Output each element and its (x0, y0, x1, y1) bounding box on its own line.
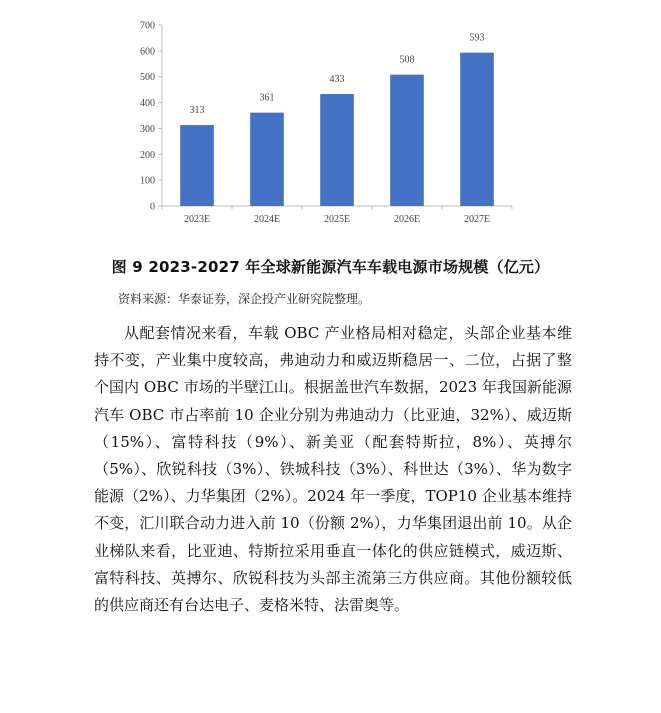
bar-2025E (320, 94, 354, 206)
y-axis (140, 21, 162, 213)
x-tick-label-2023E: 2023E (183, 214, 211, 225)
bar-2024E (250, 113, 284, 206)
bar-chart (0, 0, 661, 240)
bar-2023E (180, 125, 214, 206)
x-axis (162, 206, 512, 225)
bar-series (180, 33, 494, 206)
x-tick-label-2027E: 2027E (463, 214, 491, 225)
data-label-2026E: 508 (399, 54, 415, 66)
y-tick-label: 300 (140, 123, 155, 135)
data-label-2023E: 313 (189, 105, 205, 117)
y-tick-label: 700 (140, 20, 155, 32)
x-tick-label-2026E: 2026E (393, 214, 421, 225)
y-tick-label: 500 (140, 72, 155, 84)
x-tick-label-2024E: 2024E (253, 214, 281, 225)
y-tick-label: 200 (140, 149, 155, 161)
source-note: 资料来源：华泰证券，深企投产业研究院整理。 (118, 292, 371, 306)
y-tick-label: 100 (140, 175, 155, 187)
figure-caption: 图 9 2023-2027 年全球新能源汽车车载电源市场规模（亿元） (111, 258, 550, 276)
bar-2026E (390, 75, 424, 206)
body-paragraph: 从配套情况来看，车载 OBC 产业格局相对稳定，头部企业基本维持不变，产业集中度较高，弗迪动力和威迈斯稳居一、二位，占据了整个国内 OBC 市场的半壁江山。根据盖世汽车数据，2023 年我国新能源汽车 OBC 市占率前 10 企业分别为弗迪动力（比亚迪，32%）、威迈斯（15%）、富特科技（9%）、新美亚（配套特斯拉，8%）、英搏尔（5%）、欣锐科技（3%）、铁城科技（3%）、科世达（3%）、华为数字能源（2%）、力华集团（2%）。2024 年一季度，TOP10 企业基本维持不变，汇川联合动力进入前 10（份额 2%），力华集团退出前 10。从企业梯队来看，比亚迪、特斯拉采用垂直一体化的供应链模式，威迈斯、富特科技、英搏尔、欣锐科技为头部主流第三方供应商。其他份额较低的供应商还有台达电子、麦格米特、法雷奥等。 (94, 324, 572, 615)
y-tick-label: 0 (150, 201, 155, 213)
x-tick-label-2025E: 2025E (323, 214, 351, 225)
data-label-2025E: 433 (329, 74, 345, 86)
data-label-2024E: 361 (259, 92, 275, 104)
y-tick-label: 400 (140, 98, 155, 110)
y-tick-label: 600 (140, 46, 155, 58)
data-label-2027E: 593 (469, 32, 485, 44)
bar-2027E (460, 53, 494, 206)
